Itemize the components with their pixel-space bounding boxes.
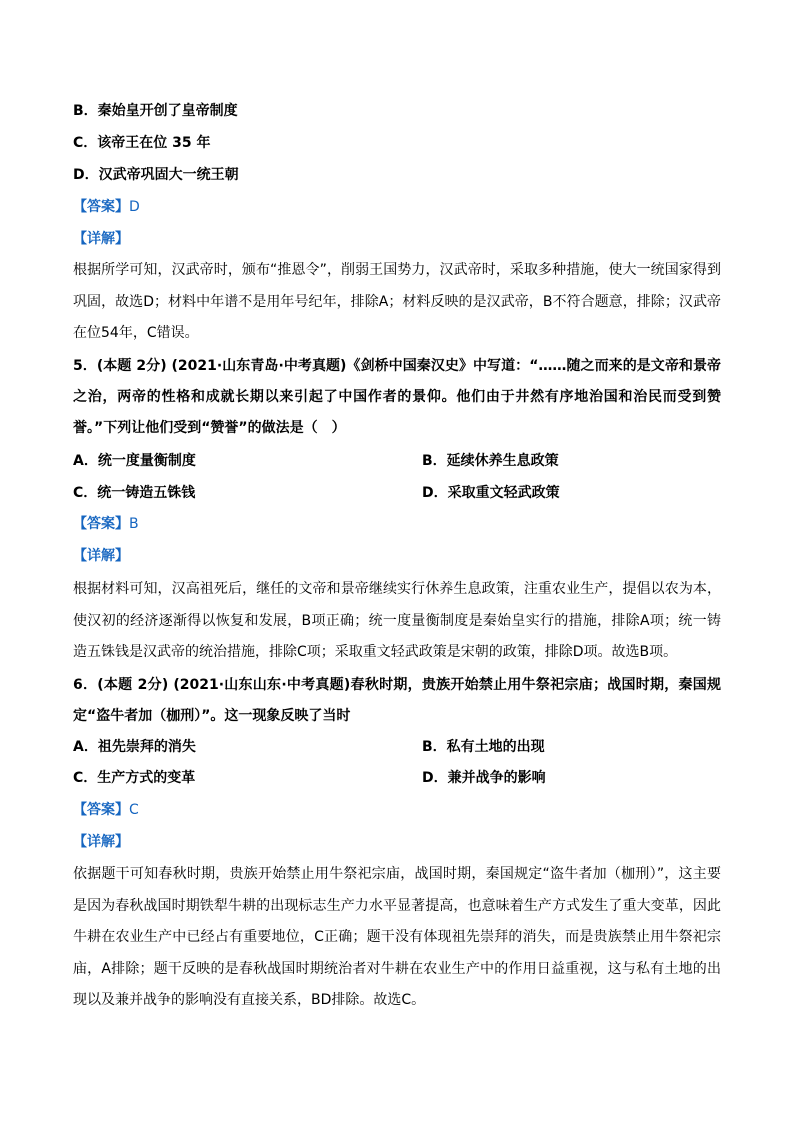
detail-tag: 【详解】	[73, 231, 129, 247]
detail-tag: 【详解】	[73, 548, 129, 564]
answer-line	[73, 800, 139, 820]
question-6	[73, 670, 721, 732]
question-meta: (本题 2分) (2021·山东青岛·中考真题)	[96, 358, 347, 374]
answer-line	[73, 514, 139, 534]
detail-line	[73, 832, 129, 852]
option-c: C．该帝王在位 35 年	[73, 135, 211, 151]
option-c: C．生产方式的变革	[73, 770, 196, 786]
options-row-2	[73, 768, 546, 788]
question-number: 6．	[73, 677, 98, 693]
option-d: D．汉武帝巩固大一统王朝	[73, 167, 239, 183]
option-b: B．私有土地的出现	[422, 739, 545, 755]
question-5	[73, 351, 721, 444]
question-meta: (本题 2分) (2021·山东山东·中考真题)	[97, 677, 351, 693]
options-row-1	[73, 737, 545, 757]
option-d: D．采取重文轻武政策	[422, 485, 560, 501]
option-a: A．祖先崇拜的消失	[73, 739, 196, 755]
question-number: 5．	[73, 358, 97, 374]
detail-text: 根据材料可知，汉高祖死后，继任的文帝和景帝继续实行休养生息政策，注重农业生产，提倡以农为本，使汉初的经济逐渐得以恢复和发展，B项正确；统一度量衡制度是秦始皇实行的措施，排除A项；统一铸造五铢钱是汉武帝的统治措施，排除C项；采取重文轻武政策是宋朝的政策，排除D项。故选B项。	[73, 581, 721, 660]
answer-value: C	[129, 802, 139, 818]
answer-value: D	[129, 199, 140, 215]
detail-text: 依据题干可知春秋时期，贵族开始禁止用牛祭祀宗庙，战国时期，秦国规定“盗牛者加（枷刑）”，这主要是因为春秋战国时期铁犁牛耕的出现标志生产力水平显著提高，也意味着生产方式发生了重大变革，因此牛耕在农业生产中已经占有重要地位，C正确；题干没有体现祖先崇拜的消失，而是贵族禁止用牛祭祀宗庙，A排除；题干反映的是春秋战国时期统治者对牛耕在农业生产中的作用日益重视，这与私有土地的出现以及兼并战争的影响没有直接关系，BD排除。故选C。	[73, 866, 721, 1008]
answer-tag: 【答案】	[73, 802, 129, 818]
option-a: A．统一度量衡制度	[73, 453, 196, 469]
question-stem: 《剑桥中国秦汉史》中写道：“……随之而来的是文帝和景帝之治，两帝的性格和成就长期以来引起了中国作者的景仰。他们由于井然有序地治国和治民而受到赞誉。”下列让他们受到“赞誉”的做法是（ ）	[73, 358, 722, 436]
option-d: D．兼并战争的影响	[422, 770, 546, 786]
options-row-1	[73, 451, 559, 471]
answer-line	[73, 197, 140, 217]
option-b: B．秦始皇开创了皇帝制度	[73, 103, 238, 119]
detail-tag: 【详解】	[73, 834, 129, 850]
option-b: B．延续休养生息政策	[422, 453, 559, 469]
answer-tag: 【答案】	[73, 199, 129, 215]
options-row-2	[73, 483, 560, 503]
answer-tag: 【答案】	[73, 516, 129, 532]
answer-value: B	[129, 516, 139, 532]
detail-text: 根据所学可知，汉武帝时，颁布“推恩令”，削弱王国势力，汉武帝时，采取多种措施，使大一统国家得到巩固，故选D；材料中年谱不是用年号纪年，排除A；材料反映的是汉武帝，B不符合题意，排除；汉武帝在位54年，C错误。	[73, 262, 721, 341]
question-stem: 春秋时期，贵族开始禁止用牛祭祀宗庙；战国时期，秦国规定“盗牛者加（枷刑）”。这一现象反映了当时	[73, 677, 722, 724]
detail-line	[73, 546, 129, 566]
detail-line	[73, 229, 129, 249]
option-c: C．统一铸造五铢钱	[73, 485, 196, 501]
